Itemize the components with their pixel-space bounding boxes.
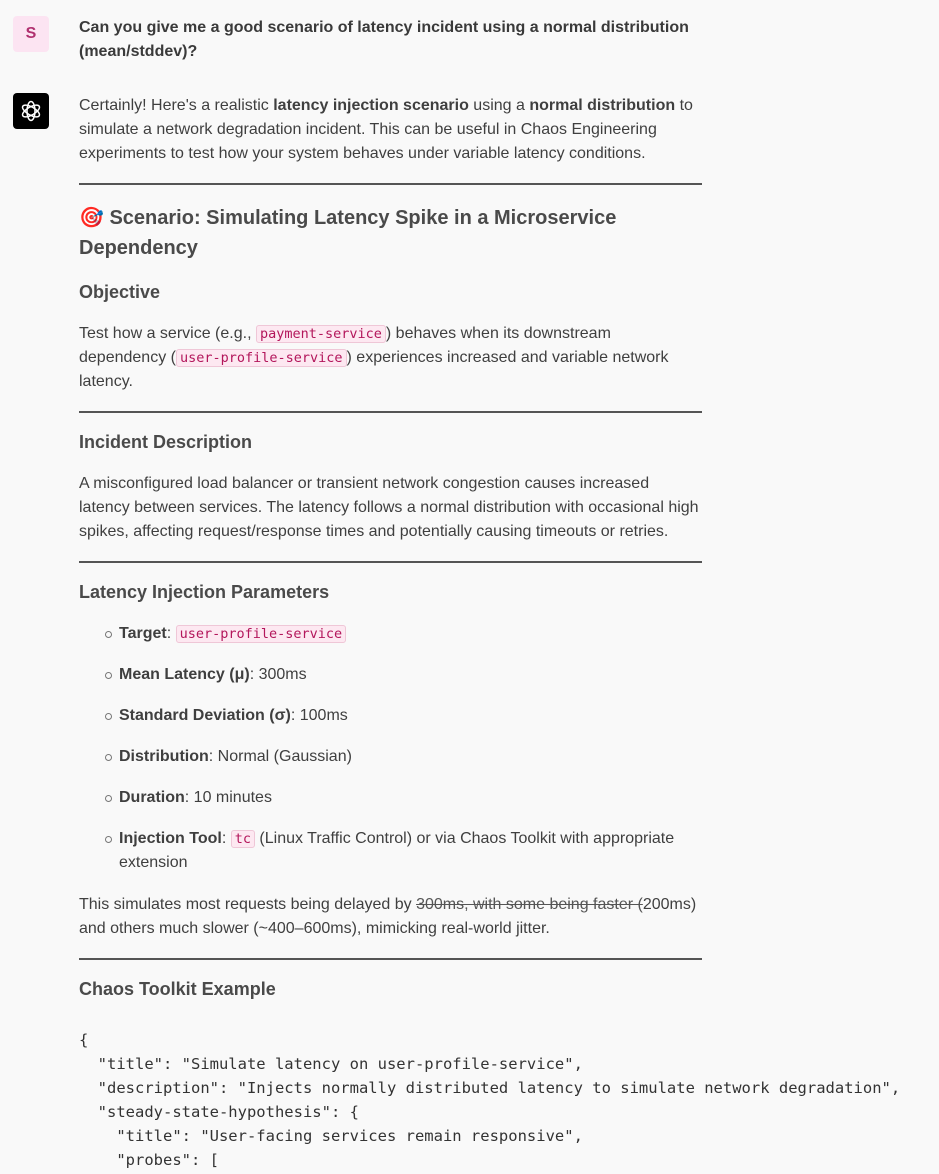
divider (79, 183, 702, 185)
divider (79, 411, 702, 413)
code-block: { "title": "Simulate latency on user-profile-service", "description": "Injects normally distributed latency to simulate network degradation", "steady-state-hypothesis": { "title": "User-facing services remain responsive", "probes": [ (79, 1031, 901, 1169)
objective-text: Test how a service (e.g., payment-service ) behaves when its downstream dependency ( user-profile-service ) experiences increased and variable network latency. (79, 325, 669, 390)
incident-heading: Incident Description (79, 432, 253, 452)
list-item: Injection Tool: tc (Linux Traffic Control) or via Chaos Toolkit with appropriate extension (119, 827, 702, 875)
incident-text: A misconfigured load balancer or transient network congestion causes increased latency between services. The latency follows a normal distribution with occasional high spikes, affecting request/response times and potentially causing timeouts or retries. (79, 475, 699, 540)
scenario-heading: 🎯 Scenario: Simulating Latency Spike in a Microservice Dependency (79, 207, 617, 259)
assistant-avatar (13, 93, 49, 129)
conversation (79, 16, 702, 1001)
user-question: Can you give me a good scenario of latency incident using a normal distribution (mean/stddev)? (79, 19, 689, 60)
params-heading: Latency Injection Parameters (79, 582, 330, 602)
list-item: Target: user-profile-service (119, 622, 702, 646)
summary-text: This simulates most requests being delayed by 300ms, with some being faster (200ms) and others much slower (~400–600ms), mimicking real-world jitter. (79, 896, 697, 937)
divider (79, 958, 702, 960)
list-item: Duration: 10 minutes (119, 786, 702, 810)
openai-logo-icon (19, 99, 43, 123)
list-item: Distribution: Normal (Gaussian) (119, 745, 702, 769)
user-avatar: S (13, 16, 49, 52)
target-icon: 🎯 (79, 207, 104, 229)
list-item: Mean Latency (μ): 300ms (119, 663, 702, 687)
divider (79, 561, 702, 563)
params-list (79, 622, 702, 875)
answer-intro: Certainly! Here's a realistic latency injection scenario using a normal distribution to simulate a network degradation incident. This can be useful in Chaos Engineering experiments to test how your system behaves under variable latency conditions. (79, 97, 693, 162)
objective-heading: Objective (79, 282, 161, 302)
toolkit-heading: Chaos Toolkit Example (79, 979, 276, 999)
list-item: Standard Deviation (σ): 100ms (119, 704, 702, 728)
